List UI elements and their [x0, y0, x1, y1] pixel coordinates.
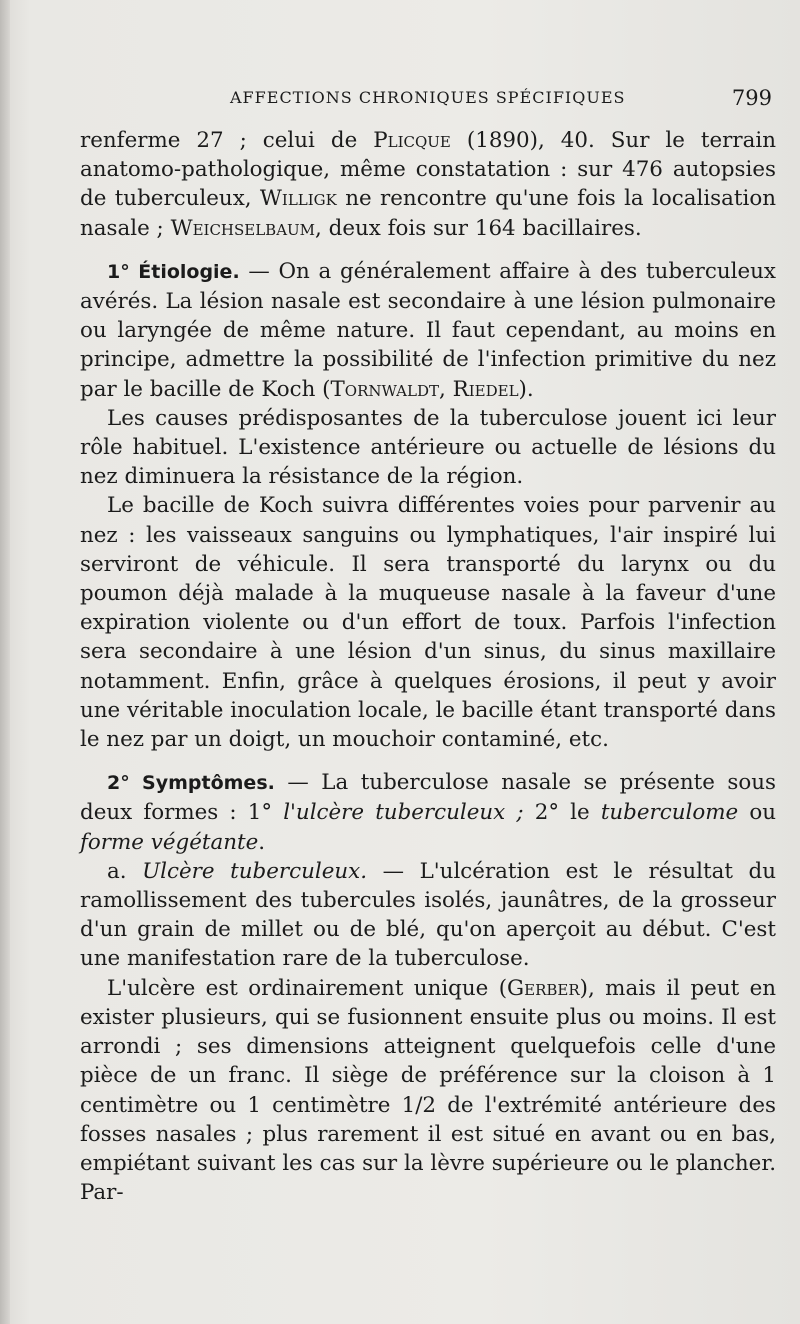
page-header [82, 88, 782, 118]
page-gutter-shadow [0, 0, 10, 1324]
paragraph-ulcere: a. Ulcère tuberculeux. — L'ulcération est le résultat du ramollissement des tubercules isolés, jaunâtres, de la grosseur d'un grain de millet ou de blé, qu'on aperçoit au début. C'est une manifestation rare de la tuberculose. [80, 858, 776, 972]
paragraph-etiologie: 1° Étiologie. — On a généralement affaire à des tuberculeux avérés. La lésion nasale est secondaire à une lésion pulmonaire ou laryngée de même nature. Il faut cependant, au moins en principe, admettre la possibilité de l'infection primitive du nez par le bacille de Koch (Tornwaldt, Riedel). [80, 258, 776, 402]
body-text [80, 126, 776, 1207]
page-number: 799 [731, 86, 772, 110]
author-name: Gerber [507, 975, 580, 1001]
author-name: Weichselbaum [170, 215, 316, 241]
subsection-heading: Ulcère tuberculeux. [142, 858, 367, 884]
author-name: Riedel [452, 376, 519, 402]
author-name: Willigk [259, 186, 337, 212]
author-name: Tornwaldt [330, 376, 439, 402]
section-heading-etiologie: 1° Étiologie. [107, 260, 240, 283]
author-name: Plicque [373, 128, 451, 153]
section-heading-symptomes: 2° Symptômes. [107, 772, 275, 795]
paragraph-symptomes: 2° Symptômes. — La tuberculose nasale se présente sous deux formes : 1° l'ulcère tuberculeux ; 2° le tuberculome ou forme végétante. [80, 770, 776, 855]
paragraph-voies: Le bacille de Koch suivra différentes voies pour parvenir au nez : les vaisseaux sanguins ou lymphatiques, l'air inspiré lui serviront de véhicule. Il sera transporté du larynx ou du poumon déjà malade à la muqueuse nasale à la faveur d'une expiration violente ou d'un effort de toux. Parfois l'infection sera secondaire à une lésion d'un sinus, du sinus maxillaire notamment. Enfin, grâce à quelques érosions, il peut y avoir une véritable inoculation locale, le bacille étant transporté dans le nez par un doigt, un mouchoir contaminé, etc. [80, 493, 776, 753]
paragraph-causes: Les causes prédisposantes de la tuberculose jouent ici leur rôle habituel. L'existence antérieure ou actuelle de lésions du nez diminuera la résistance de la région. [80, 405, 776, 490]
running-title: AFFECTIONS CHRONIQUES SPÉCIFIQUES [230, 88, 626, 107]
paragraph-ulcere-description: L'ulcère est ordinairement unique (Gerber), mais il peut en exister plusieurs, qui se fusionnent ensuite plus ou moins. Il est arrondi ; ses dimensions atteignent quelquefois celle d'une pièce de un franc. Il siège de préférence sur la cloison à 1 centimètre ou 1 centimètre 1/2 de l'extrémité antérieure des fosses nasales ; plus rarement il est situé en avant ou en bas, empiétant suivant les cas sur la lèvre supérieure ou le plancher. Par- [80, 975, 777, 1206]
paragraph-statistics: renferme 27 ; celui de Plicque (1890), 40. Sur le terrain anatomo-pathologique, même constatation : sur 476 autopsies de tuberculeux, Willigk ne rencontre qu'une fois la localisation nasale ; Weichselbaum, deux fois sur 164 bacillaires. [80, 128, 776, 241]
